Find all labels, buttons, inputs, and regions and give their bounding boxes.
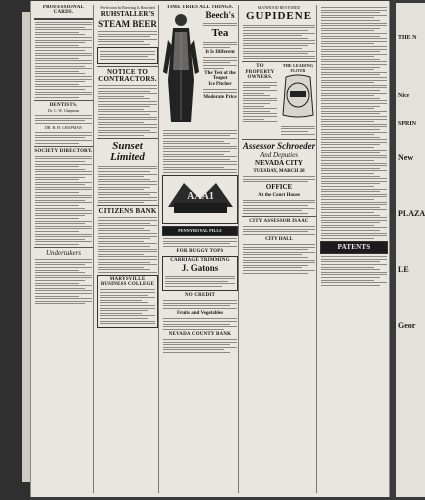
- adjacent-plaza: PLAZA: [398, 209, 425, 218]
- ribbon-ad: [162, 175, 238, 224]
- undertakers-heading: Undertakers: [46, 248, 81, 257]
- assessor-heading: Assessor Schroeder: [242, 140, 316, 151]
- adjacent-george: Geor: [398, 321, 416, 330]
- price-line: Moderate Price: [203, 94, 237, 100]
- office-heading: OFFICE: [265, 183, 293, 192]
- tea-heading: Tea: [211, 27, 229, 40]
- fruits-heading: Fruits and Vegetables: [176, 311, 224, 317]
- county-bank-heading: NEVADA COUNTY BANK: [168, 331, 232, 337]
- steam-beer: STEAM BEER: [98, 18, 157, 29]
- property-heading: TO PROPERTY OWNERS.: [245, 64, 275, 80]
- newspaper-page: [30, 1, 390, 497]
- left-page-edge: [0, 0, 30, 500]
- city-hall-heading: CITY HALL: [265, 236, 293, 242]
- brewing-header: Perfection In Brewing Is Reached: [100, 5, 155, 10]
- pennyroyal-ad: [162, 226, 238, 236]
- trimming-heading: CARRIAGE TRIMMING: [170, 257, 230, 263]
- adjacent-leading: LE: [398, 265, 409, 274]
- flour-sack-illustration: [280, 73, 316, 119]
- column-3: [162, 5, 239, 493]
- column-1: [34, 5, 94, 493]
- brewery-name: RUHSTALLER'S: [100, 10, 155, 19]
- flag-banner-illustration: [164, 177, 237, 217]
- gatons-name: J. Gatons: [181, 263, 219, 274]
- dentists-heading: DENTISTS.: [49, 102, 78, 108]
- buggy-heading: FOR BUGGY TOPS: [176, 248, 224, 254]
- deputies-heading: And Deputies: [260, 151, 298, 160]
- test-line: The Test of the Teapot: [204, 70, 236, 81]
- sunset-limited-ad: Sunset Limited: [110, 139, 145, 164]
- adjacent-nice: Nice: [398, 93, 410, 99]
- cupidene-masthead: GUPIDENE: [245, 10, 313, 23]
- adjacent-page: [396, 3, 425, 497]
- dentist-name-2: DR. B. H. CHAPMAN: [44, 124, 83, 130]
- college-ad: [97, 275, 158, 328]
- patents-heading: PATENTS: [337, 242, 371, 251]
- manhood-subheading: MANHOOD RESTORED: [257, 5, 301, 10]
- column-1-header: PROFESSIONAL CARDS.: [42, 5, 85, 16]
- patents-ad: [320, 241, 388, 254]
- citizens-bank-heading: CITIZENS BANK: [98, 207, 157, 216]
- column-5: [320, 5, 388, 493]
- column-4: [242, 5, 317, 493]
- column-2: [97, 5, 159, 493]
- ribbon-label: AAA1: [187, 190, 214, 202]
- adjacent-masthead: THE N: [398, 35, 417, 41]
- no-credit-heading: NO CREDIT: [185, 293, 215, 299]
- contractors-notice-heading: NOTICE TO CONTRACTORS.: [98, 67, 157, 84]
- adjacent-new: New: [398, 153, 414, 162]
- college-heading: MARYSVILLE BUSINESS COLLEGE: [100, 276, 155, 288]
- dentist-name: Dr. C. W. Chapman: [47, 107, 80, 113]
- nevada-city-heading: NEVADA CITY: [255, 159, 303, 168]
- pennyroyal-heading: PENNYROYAL PILLS: [178, 227, 222, 233]
- ice-pitcher: Ice Pitcher: [208, 82, 232, 88]
- leading-flour-heading: THE LEADING FLOUR: [282, 63, 314, 73]
- city-assessor-heading: CITY ASSESSOR ISAAC: [249, 218, 309, 224]
- cards-text: [34, 22, 93, 98]
- court-house-heading: At the Court House: [258, 192, 300, 198]
- trimming-ad: [162, 256, 238, 291]
- becks-name: Beech's: [205, 10, 235, 21]
- society-heading: SOCIETY DIRECTORY.: [34, 148, 93, 154]
- robed-man-illustration: [162, 10, 200, 128]
- different-line: It Is Different: [205, 50, 235, 56]
- adjacent-spring: SPRIN: [398, 121, 417, 127]
- time-tries-heading: TIME TRIES ALL THINGS.: [166, 5, 234, 10]
- brewery-box: [97, 47, 158, 64]
- tuesday-date: TUESDAY, MARCH 28: [253, 168, 305, 174]
